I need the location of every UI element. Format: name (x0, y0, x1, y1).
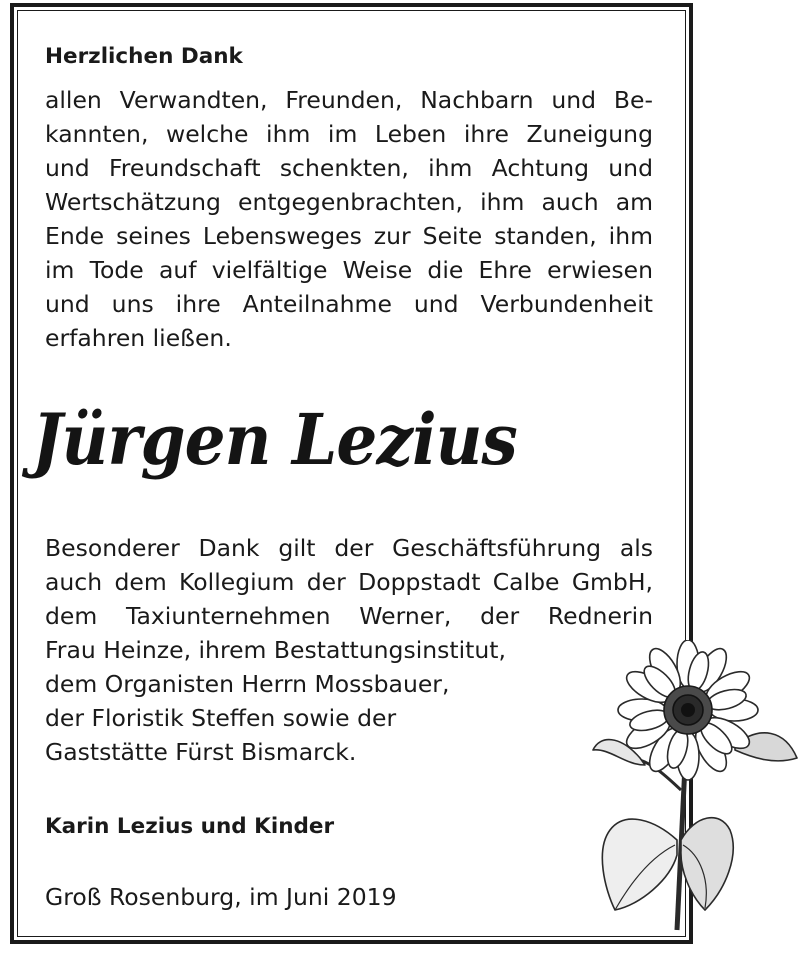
intro-line: Ende seines Lebensweges zur Seite standen, ihm (45, 222, 653, 250)
deceased-name: Jürgen Lezius (32, 398, 517, 481)
thanks-line: auch dem Kollegium der Doppstadt Calbe GmbH, (45, 568, 653, 596)
heading: Herzlichen Dank (45, 44, 243, 69)
thanks-section (45, 531, 653, 769)
intro-line: kannten, welche ihm im Leben ihre Zuneigung (45, 120, 653, 148)
intro-paragraph (45, 83, 653, 355)
intro-line: Wertschätzung entgegenbrachten, ihm auch am (45, 188, 653, 216)
signature: Karin Lezius und Kinder (45, 814, 335, 839)
intro-line: und Freundschaft schenkten, ihm Achtung und (45, 154, 653, 182)
thanks-line: dem Taxiunternehmen Werner, der Rednerin (45, 602, 653, 630)
place-date: Groß Rosenburg, im Juni 2019 (45, 883, 397, 911)
sunflower-icon (585, 640, 800, 945)
thanks-line: Besonderer Dank gilt der Geschäftsführung als (45, 534, 653, 562)
intro-line: erfahren ließen. (45, 324, 232, 352)
thanks-line: Gaststätte Fürst Bismarck. (45, 738, 357, 766)
intro-line: im Tode auf vielfältige Weise die Ehre erwiesen (45, 256, 653, 284)
thanks-line: der Floristik Steffen sowie der (45, 704, 397, 732)
intro-section (45, 40, 653, 355)
intro-line: und uns ihre Anteilnahme und Verbundenheit (45, 290, 653, 318)
thanks-line: dem Organisten Herrn Mossbauer, (45, 670, 450, 698)
thanks-line: Frau Heinze, ihrem Bestattungsinstitut, (45, 636, 506, 664)
thanks-paragraph (45, 531, 653, 769)
intro-line: allen Verwandten, Freunden, Nachbarn und Be- (45, 86, 653, 114)
